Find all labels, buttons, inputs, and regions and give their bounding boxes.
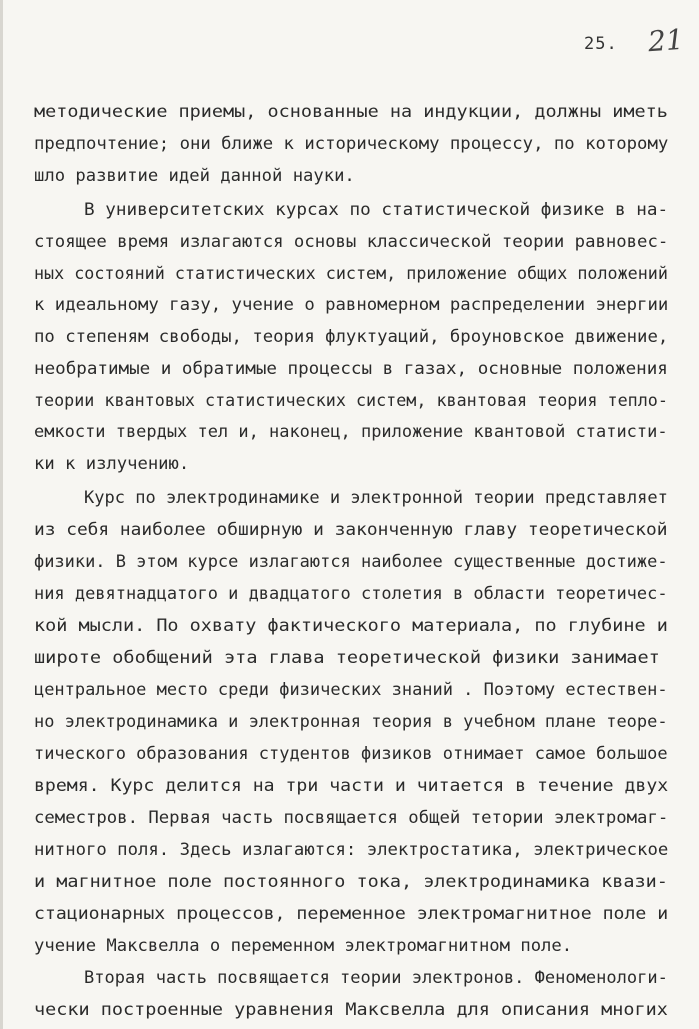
text-line: шло развитие идей данной науки. <box>34 166 355 186</box>
handwritten-page-number: 21 <box>646 22 685 59</box>
text-line: теории квантовых статистических систем, квантовая теория тепло- <box>34 391 668 411</box>
text-line: семестров. Первая часть посвящается общей тетории электромаг- <box>34 808 669 828</box>
text-line: необратимые и обратимые процессы в газах, основные положения <box>34 359 668 379</box>
text-line: стоящее время излагаются основы классической теории равновес- <box>34 232 669 252</box>
text-line: тического образования студентов физиков отнимает самое большое <box>34 744 668 764</box>
page-edge-shadow <box>0 0 3 1029</box>
text-line: емкости твердых тел и, наконец, приложение квантовой статисти- <box>34 422 668 442</box>
text-line: чески построенные уравнения Максвелла для описания многих <box>34 1000 668 1020</box>
text-line: методические приемы, основанные на индукции, должны иметь <box>34 102 668 122</box>
text-line: кой мысли. По охвату фактического материала, по глубине и <box>34 616 668 636</box>
text-line: Вторая часть посвящается теории электронов. Феноменологи- <box>84 968 668 988</box>
text-line: стационарных процессов, переменное электромагнитное поле и <box>34 904 669 924</box>
text-line: ки к излучению. <box>34 454 190 474</box>
text-line: и магнитное поле постоянного тока, электродинамика квази- <box>34 872 668 892</box>
text-line: учение Максвелла о переменном электромагнитном поле. <box>34 936 573 956</box>
page-number: 25. <box>584 34 618 54</box>
text-line: по степеням свободы, теория флуктуаций, броуновское движение, <box>34 327 669 347</box>
text-line: Курс по электродинамике и электронной теории представляет <box>84 488 668 508</box>
text-line: нитного поля. Здесь излагаются: электростатика, электрическое <box>34 840 669 860</box>
text-line: широте обобщений эта глава теоретической физики занимает <box>34 648 660 668</box>
text-line: центральное место среди физических знаний . Поэтому естествен- <box>34 680 668 700</box>
text-line: ния девятнадцатого и двадцатого столетия в области теоретичес- <box>34 584 668 604</box>
text-line: время. Курс делится на три части и читается в течение двух <box>34 776 669 796</box>
text-line: физики. В этом курсе излагаются наиболее существенные достиже- <box>34 552 668 572</box>
text-line: но электродинамика и электронная теория в учебном плане теоре- <box>34 712 668 732</box>
text-line: к идеальному газу, учение о равномерном распределении энергии <box>34 295 669 315</box>
text-line: из себя наиболее обширную и законченную главу теоретической <box>34 520 668 540</box>
text-line: В университетских курсах по статистической физике в на- <box>84 200 669 220</box>
text-line: предпочтение; они ближе к историческому процессу, по которому <box>34 134 669 154</box>
text-line: ных состояний статистических систем, приложение общих положений <box>34 264 668 284</box>
